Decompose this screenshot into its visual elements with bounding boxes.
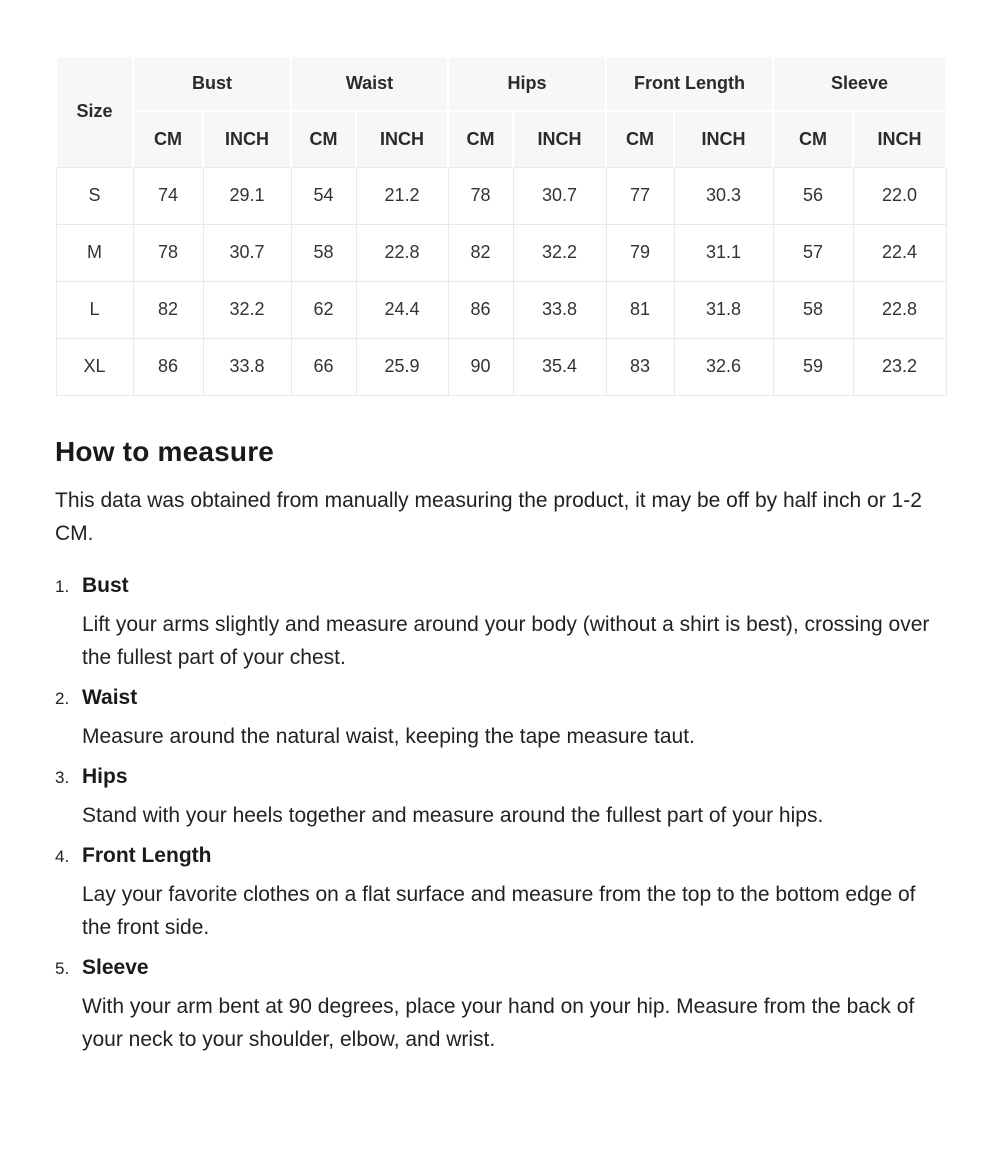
- value-cell: 32.6: [674, 338, 773, 395]
- group-header-bust: Bust: [133, 56, 291, 111]
- value-cell: 35.4: [513, 338, 606, 395]
- value-cell: 32.2: [513, 224, 606, 281]
- unit-header-row: [56, 111, 946, 167]
- step-description: Stand with your heels together and measure around the fullest part of your hips.: [82, 803, 824, 827]
- value-cell: 66: [291, 338, 356, 395]
- value-cell: 78: [448, 167, 513, 224]
- table-row-size-xl: [56, 338, 946, 395]
- group-header-front-length: Front Length: [606, 56, 773, 111]
- value-cell: 30.7: [513, 167, 606, 224]
- measure-step-waist: [55, 686, 945, 753]
- step-heading: [55, 574, 945, 598]
- value-cell: 81: [606, 281, 674, 338]
- table-row-size-m: [56, 224, 946, 281]
- how-to-measure-heading: How to measure: [55, 435, 275, 467]
- step-title: Sleeve: [82, 955, 149, 979]
- unit-header-cm: CM: [448, 111, 513, 167]
- step-description: With your arm bent at 90 degrees, place your hand on your hip. Measure from the back of your neck to your shoulder, elbow, and wrist.: [82, 994, 915, 1051]
- step-heading: [55, 956, 945, 980]
- value-cell: 57: [773, 224, 853, 281]
- group-header-hips: Hips: [448, 56, 606, 111]
- size-chart-table: [55, 55, 947, 396]
- value-cell: 33.8: [203, 338, 291, 395]
- value-cell: 82: [448, 224, 513, 281]
- value-cell: 29.1: [203, 167, 291, 224]
- step-number: 2.: [55, 688, 70, 708]
- step-title: Waist: [82, 685, 138, 709]
- measure-step-sleeve: [55, 956, 945, 1056]
- unit-header-inch: INCH: [203, 111, 291, 167]
- value-cell: 22.8: [853, 281, 946, 338]
- measure-steps-list: [55, 574, 945, 1056]
- value-cell: 90: [448, 338, 513, 395]
- unit-header-inch: INCH: [853, 111, 946, 167]
- step-title: Hips: [82, 764, 128, 788]
- step-number: 4.: [55, 846, 70, 866]
- group-header-waist: Waist: [291, 56, 448, 111]
- value-cell: 21.2: [356, 167, 448, 224]
- step-description: Lift your arms slightly and measure around your body (without a shirt is best), crossing over the fullest part of your chest.: [82, 612, 930, 669]
- step-number: 3.: [55, 767, 70, 787]
- size-column-header: Size: [56, 56, 133, 167]
- measure-step-hips: [55, 765, 945, 832]
- measurement-group-row: [56, 56, 946, 111]
- step-heading: [55, 765, 945, 789]
- value-cell: 31.1: [674, 224, 773, 281]
- step-title: Front Length: [82, 843, 212, 867]
- unit-header-cm: CM: [291, 111, 356, 167]
- value-cell: 30.7: [203, 224, 291, 281]
- size-cell: XL: [56, 338, 133, 395]
- unit-header-inch: INCH: [513, 111, 606, 167]
- step-heading: [55, 686, 945, 710]
- step-description: Lay your favorite clothes on a flat surface and measure from the top to the bottom edge of the front side.: [82, 882, 916, 939]
- value-cell: 59: [773, 338, 853, 395]
- value-cell: 86: [448, 281, 513, 338]
- group-header-sleeve: Sleeve: [773, 56, 946, 111]
- value-cell: 24.4: [356, 281, 448, 338]
- size-cell: L: [56, 281, 133, 338]
- step-heading: [55, 844, 945, 868]
- table-row-size-s: [56, 167, 946, 224]
- table-row-size-l: [56, 281, 946, 338]
- size-chart-body: [56, 167, 946, 395]
- value-cell: 79: [606, 224, 674, 281]
- unit-header-cm: CM: [773, 111, 853, 167]
- value-cell: 22.4: [853, 224, 946, 281]
- step-description: Measure around the natural waist, keeping the tape measure taut.: [82, 724, 695, 748]
- value-cell: 82: [133, 281, 203, 338]
- value-cell: 30.3: [674, 167, 773, 224]
- how-to-measure-intro: This data was obtained from manually measuring the product, it may be off by half inch or 1-2 CM.: [55, 488, 922, 545]
- value-cell: 31.8: [674, 281, 773, 338]
- value-cell: 25.9: [356, 338, 448, 395]
- measure-step-bust: [55, 574, 945, 674]
- value-cell: 22.0: [853, 167, 946, 224]
- value-cell: 56: [773, 167, 853, 224]
- value-cell: 77: [606, 167, 674, 224]
- value-cell: 58: [291, 224, 356, 281]
- value-cell: 58: [773, 281, 853, 338]
- value-cell: 83: [606, 338, 674, 395]
- unit-header-cm: CM: [133, 111, 203, 167]
- size-chart-header: [56, 56, 946, 167]
- step-title: Bust: [82, 573, 129, 597]
- value-cell: 62: [291, 281, 356, 338]
- value-cell: 86: [133, 338, 203, 395]
- value-cell: 22.8: [356, 224, 448, 281]
- size-cell: S: [56, 167, 133, 224]
- unit-header-inch: INCH: [356, 111, 448, 167]
- value-cell: 33.8: [513, 281, 606, 338]
- size-cell: M: [56, 224, 133, 281]
- step-number: 1.: [55, 576, 70, 596]
- unit-header-cm: CM: [606, 111, 674, 167]
- value-cell: 54: [291, 167, 356, 224]
- measure-step-front-length: [55, 844, 945, 944]
- value-cell: 23.2: [853, 338, 946, 395]
- value-cell: 74: [133, 167, 203, 224]
- unit-header-inch: INCH: [674, 111, 773, 167]
- value-cell: 32.2: [203, 281, 291, 338]
- value-cell: 78: [133, 224, 203, 281]
- step-number: 5.: [55, 958, 70, 978]
